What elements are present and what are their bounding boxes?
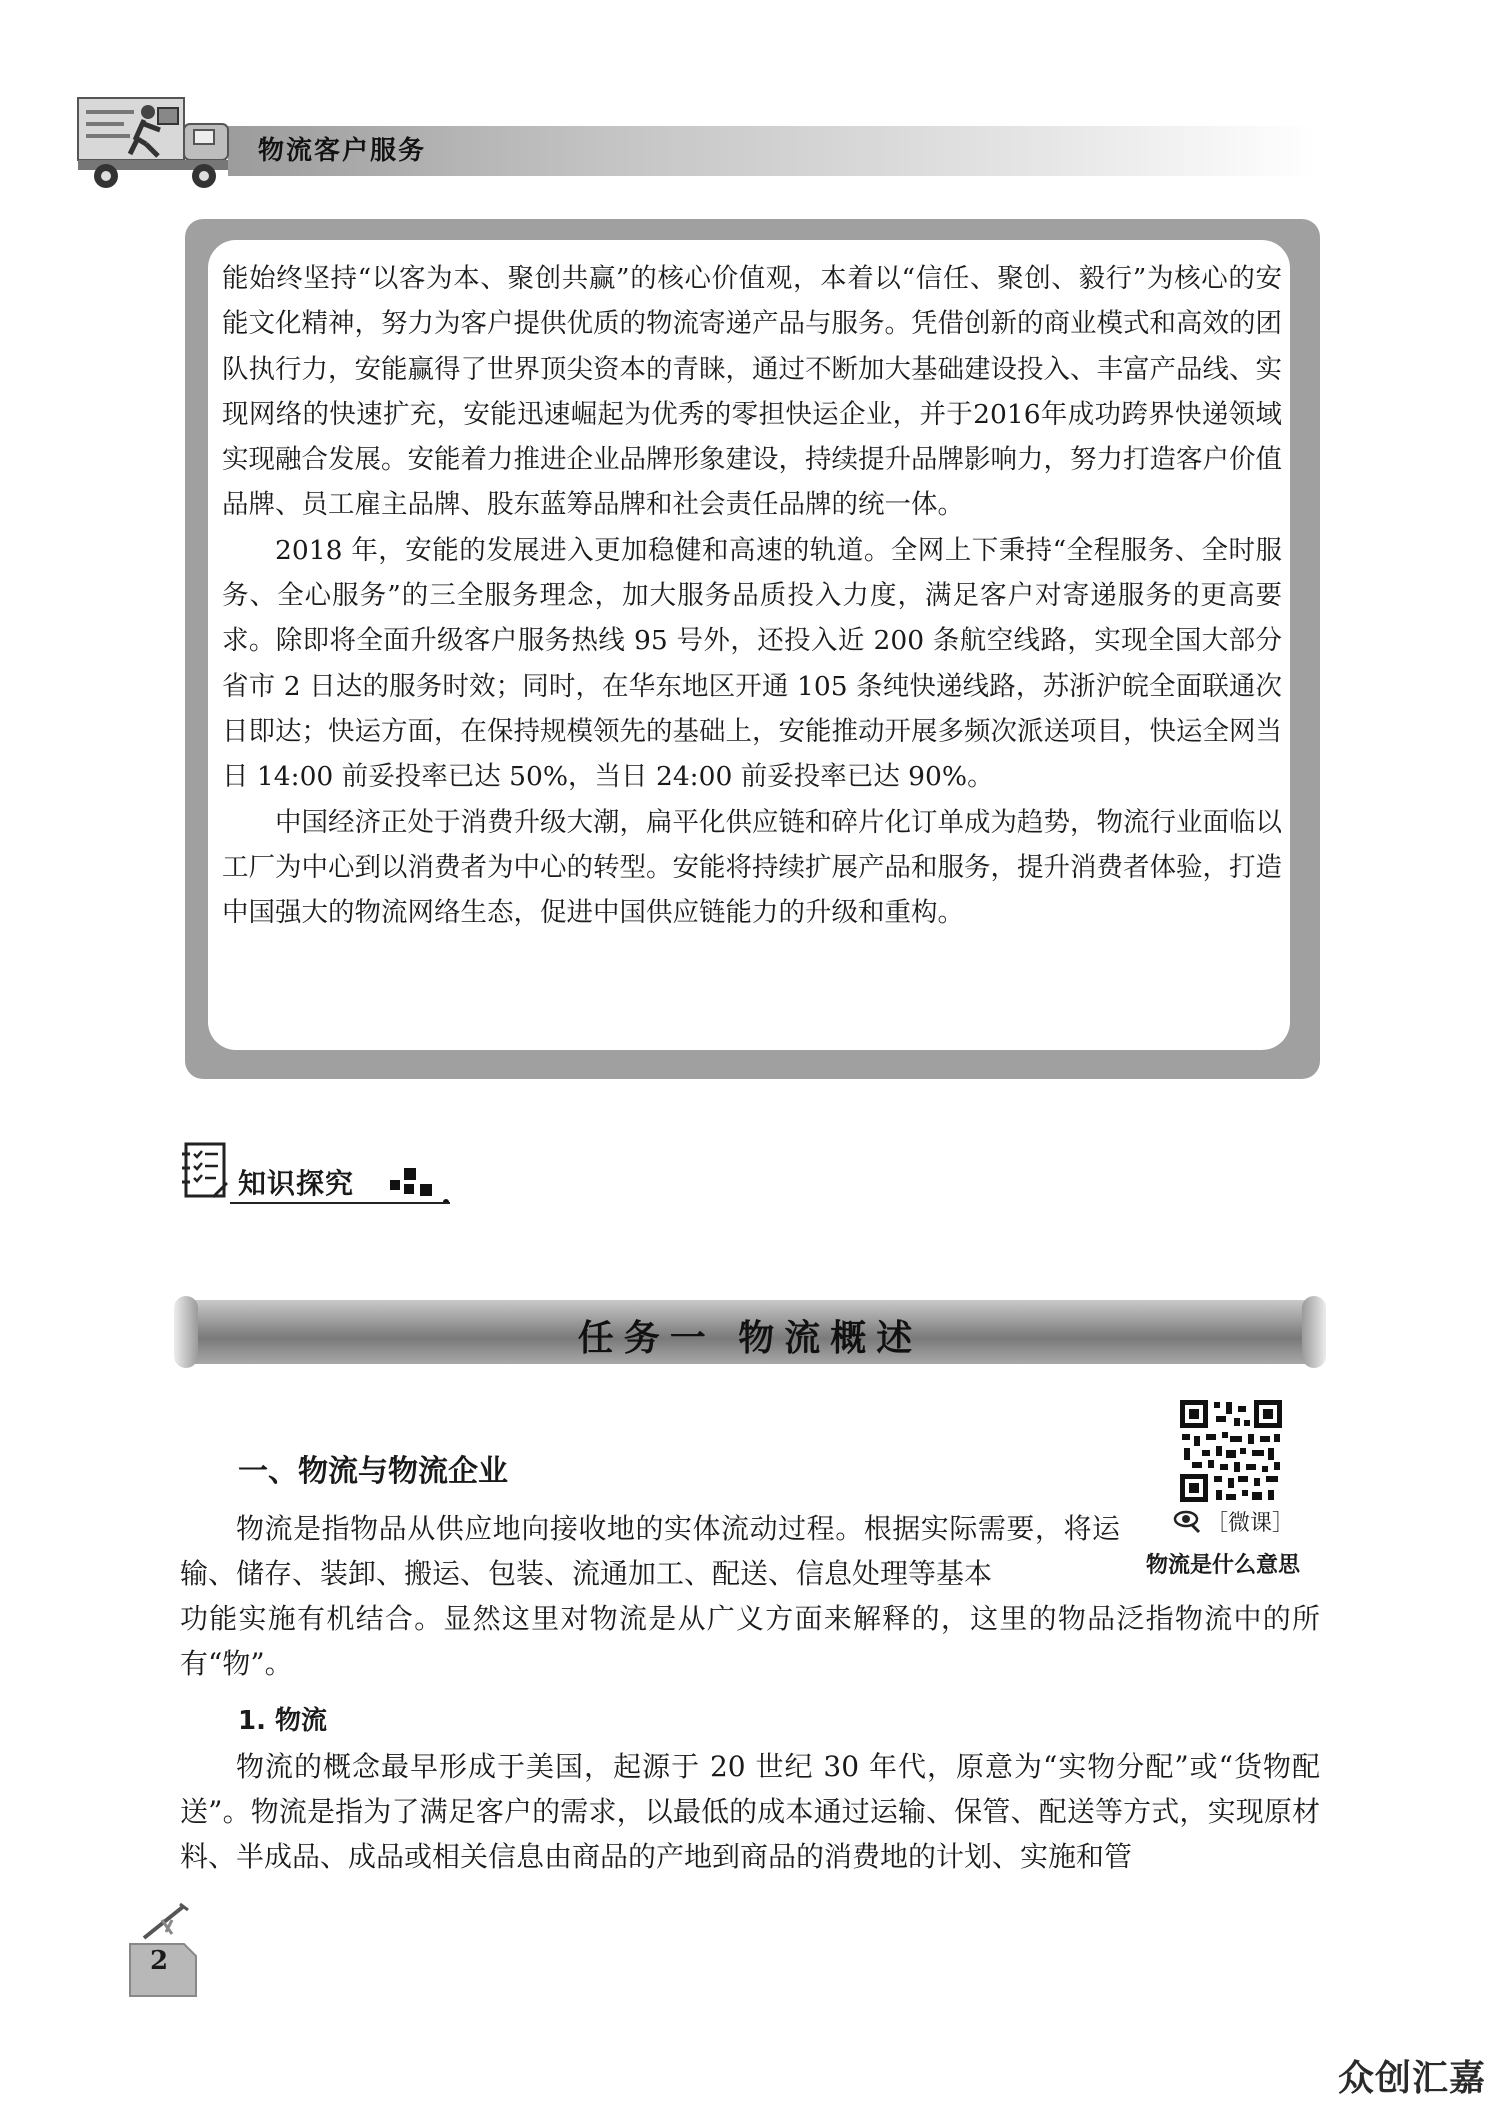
story-paragraph: 中国经济正处于消费升级大潮，扁平化供应链和碎片化订单成为趋势，物流行业面临以工厂为中心到以消费者为中心的转型。安能将持续扩展产品和服务，提升消费者体验，打造中国强大的物流网络生态，促进中国供应链能力的升级和重构。	[222, 806, 1282, 929]
body-paragraph-continuation: 功能实施有机结合。显然这里对物流是从广义方面来解释的，这里的物品泛指物流中的所有“物”。	[180, 1602, 1320, 1680]
qr-label: ［微课］	[1206, 1511, 1295, 1536]
subsection-title: 1. 物流	[238, 1706, 328, 1736]
qr-code[interactable]	[1178, 1398, 1284, 1504]
body-paragraph	[180, 1506, 1320, 1596]
page-number: 2	[150, 1946, 169, 1976]
task-title: 任务一 物流概述	[577, 1317, 923, 1359]
checklist-notebook-icon	[180, 1140, 230, 1204]
story-paragraph: 能始终坚持“以客为本、聚创共赢”的核心价值观，本着以“信任、聚创、毅行”为核心的安能文化精神，努力为客户提供优质的物流寄递产品与服务。凭借创新的商业模式和高效的团队执行力，安能赢得了世界顶尖资本的青睐，通过不断加大基础建设投入、丰富产品线、实现网络的快速扩充，安能迅速崛起为优秀的零担快运企业，并于2016年成功跨界快递领域实现融合发展。安能着力推进企业品牌形象建设，持续提升品牌影响力，努力打造客户价值品牌、员工雇主品牌、股东蓝筹品牌和社会责任品牌的统一体。	[222, 263, 1282, 521]
body-paragraph-1	[180, 1506, 1320, 1686]
body-paragraph: 物流的概念最早形成于美国，起源于 20 世纪 30 年代，原意为“实物分配”或“货物配送”。物流是指为了满足客户的需求，以最低的成本通过运输、保管、配送等方式，实现原材料、半成品、成品或相关信息由商品的产地到商品的消费地的计划、实施和管	[180, 1750, 1320, 1873]
section-title: 一、物流与物流企业	[238, 1454, 508, 1489]
qr-caption: 物流是什么意思	[1146, 1553, 1301, 1578]
task-banner	[180, 1300, 1320, 1364]
body-text-wrapped: 物流是指物品从供应地向接收地的实体流动过程。根据实际需要，将运输、储存、装卸、搬运、包装、流通加工、配送、信息处理等基本	[180, 1512, 1120, 1590]
story-paragraph: 2018 年，安能的发展进入更加稳健和高速的轨道。全网上下秉持“全程服务、全时服务、全心服务”的三全服务理念，加大服务品质投入力度，满足客户对寄递服务的更高要求。除即将全面升级客户服务热线 95 号外，还投入近 200 条航空线路，实现全国大部分省市 2 日达的服务时效；同时，在华东地区开通 105 条纯快递线路，苏浙沪皖全面联通次日即达；快运方面，在保持规模领先的基础上，安能推动开展多频次派送项目，快运全网当日 14:00 前妥投率已达 50%，当日 24:00 前妥投率已达 90%。	[222, 534, 1282, 793]
body-paragraph-2	[180, 1744, 1320, 1879]
delivery-truck-icon	[74, 94, 234, 194]
watermark: 众创汇嘉	[1337, 2058, 1486, 2099]
decorative-squares	[386, 1154, 452, 1204]
knowledge-heading: 知识探究	[238, 1167, 355, 1200]
running-header-title: 物流客户服务	[258, 136, 427, 166]
knowledge-underline	[230, 1202, 450, 1204]
case-story-text	[222, 256, 1282, 935]
